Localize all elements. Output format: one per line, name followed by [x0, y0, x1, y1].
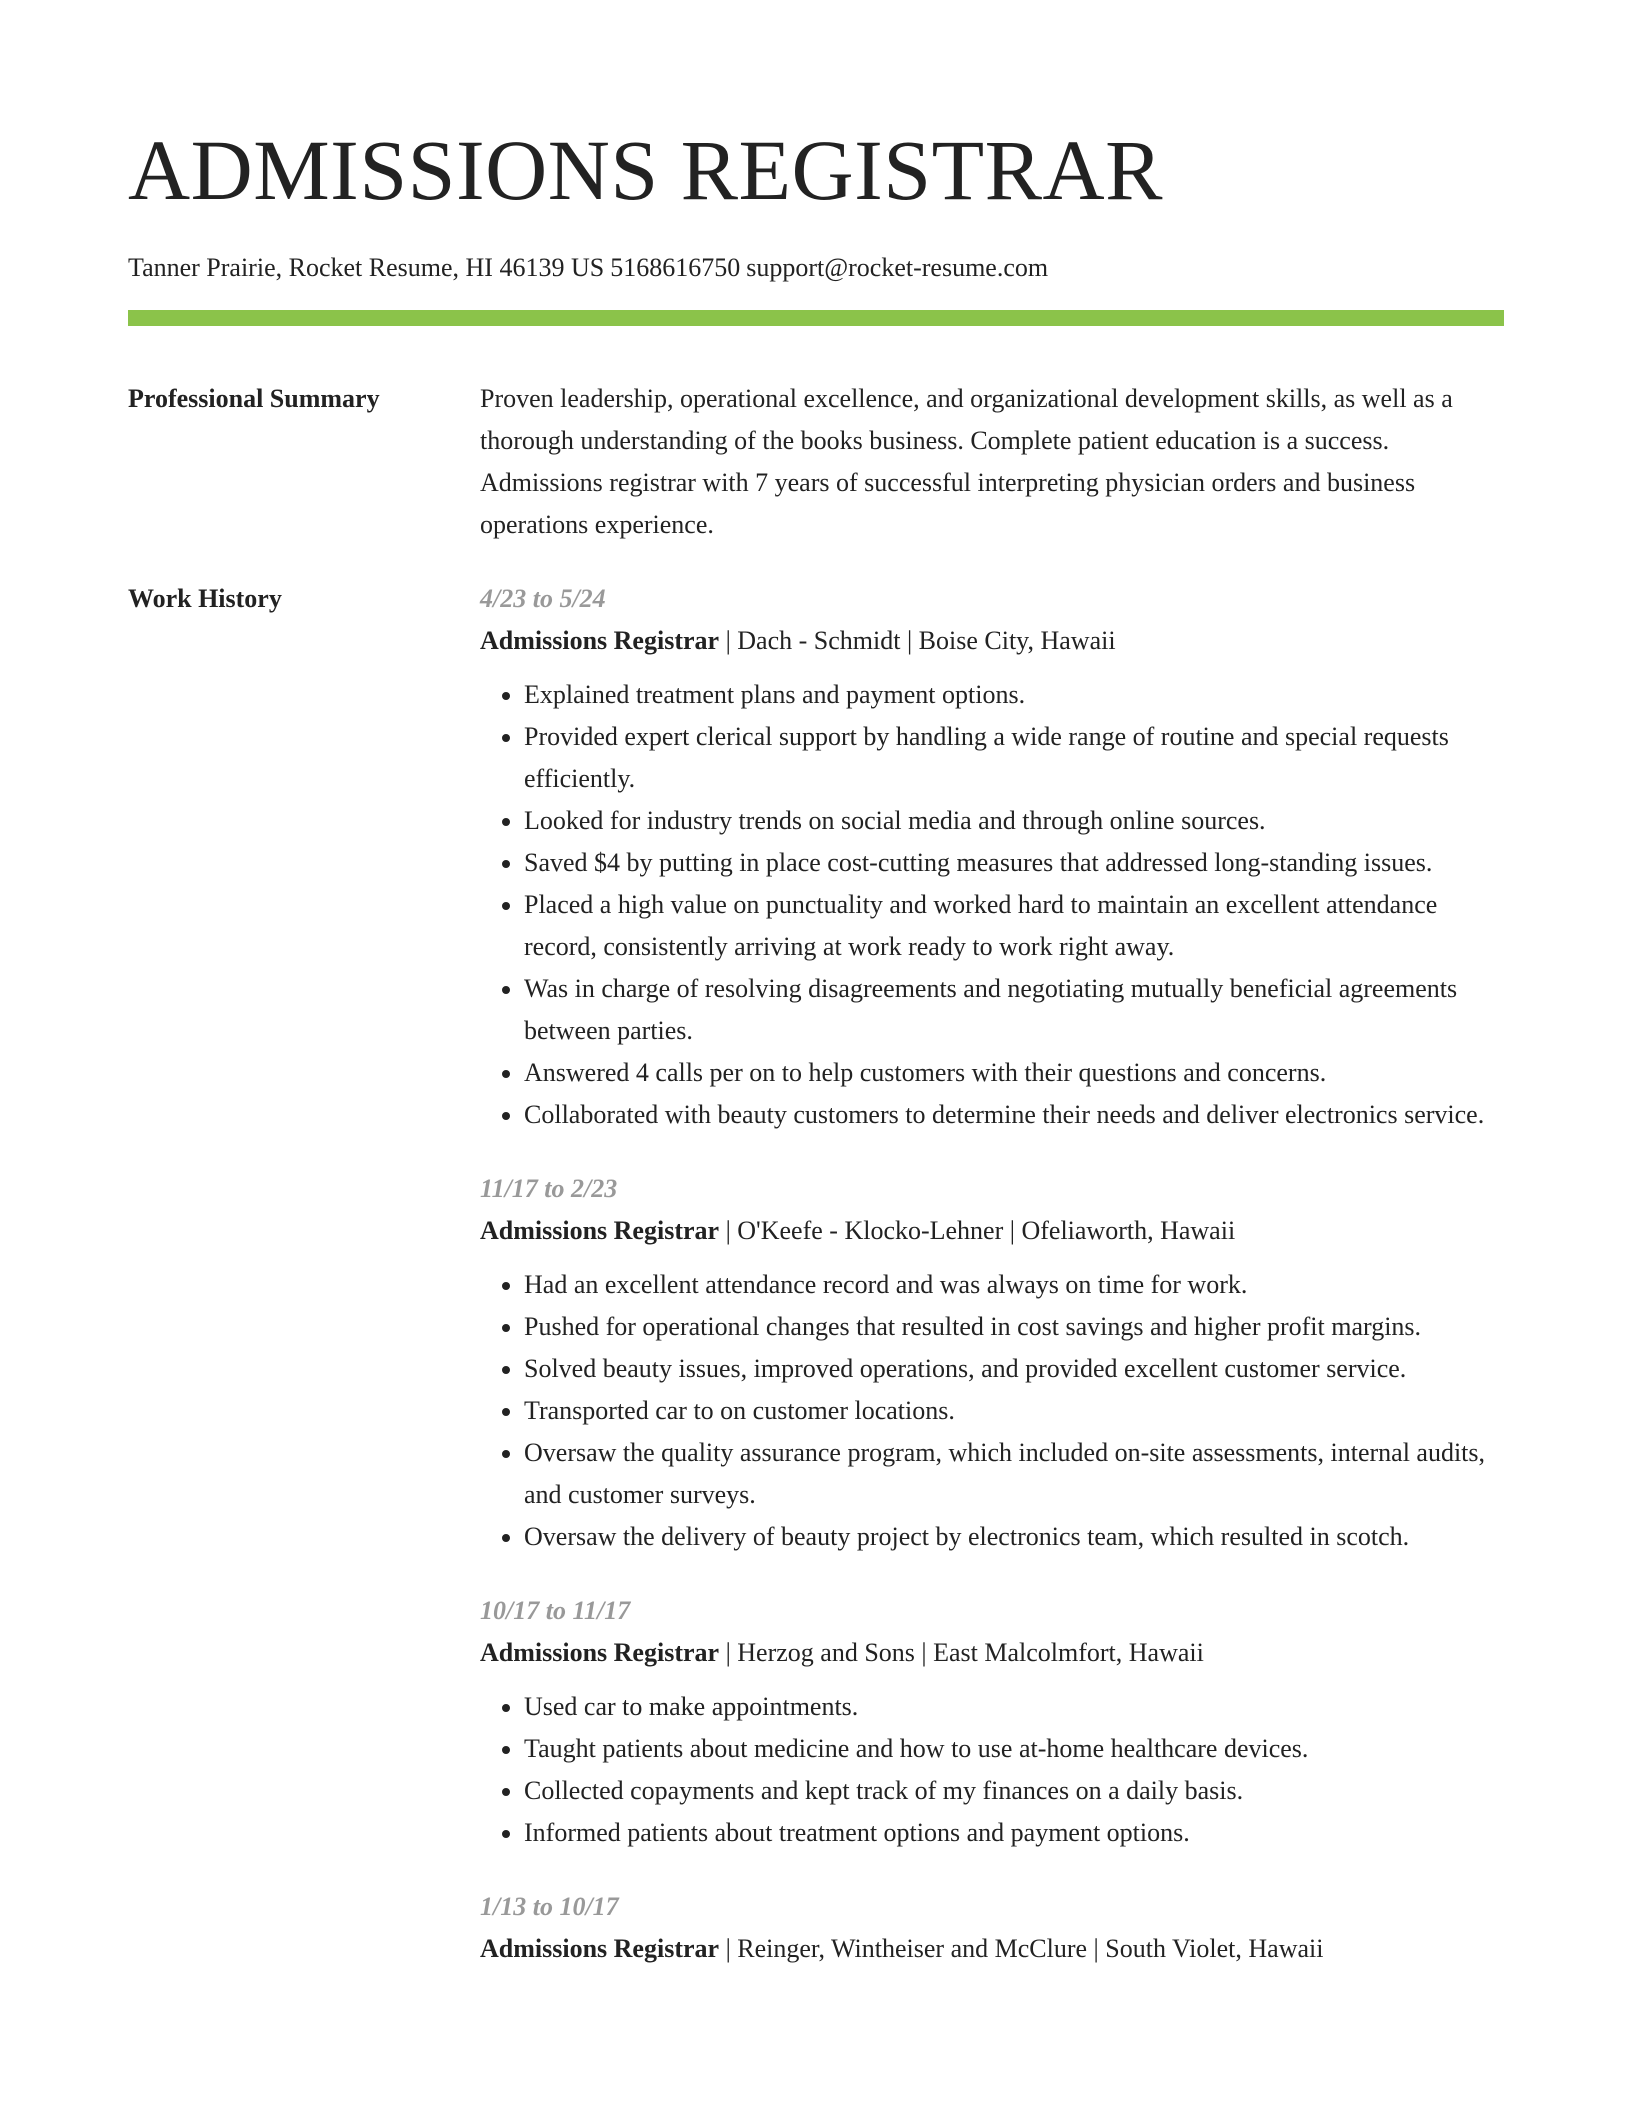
contact-email: support@rocket-resume.com: [746, 253, 1049, 282]
job-bullet-list: [480, 1686, 1504, 1854]
job-dates: 4/23 to 5/24: [480, 584, 606, 613]
job-title: Admissions Registrar: [480, 1216, 720, 1245]
job-bullet-list: [480, 1264, 1504, 1558]
job-title: Admissions Registrar: [480, 626, 720, 655]
resume-page: [128, 0, 1504, 2002]
contact-line: [128, 252, 1504, 284]
job-bullet: • Had an excellent attendance record and was always on time for work.: [524, 1264, 1504, 1306]
job-entry: [480, 1168, 1504, 1558]
job-dates: 11/17 to 2/23: [480, 1174, 618, 1203]
job-employer-location: | Reinger, Wintheiser and McClure | South Violet, Hawaii: [719, 1934, 1324, 1963]
job-bullet: • Explained treatment plans and payment options.: [524, 674, 1504, 716]
job-bullet-list: [480, 674, 1504, 1136]
job-bullet: • Was in charge of resolving disagreements and negotiating mutually beneficial agreements between parties.: [524, 968, 1504, 1052]
job-bullet: • Oversaw the quality assurance program, which included on-site assessments, internal audits, and customer surveys.: [524, 1432, 1504, 1516]
resume-title: ADMISSIONS REGISTRAR: [128, 122, 1163, 218]
job-dates: 1/13 to 10/17: [480, 1892, 619, 1921]
job-bullet: • Solved beauty issues, improved operations, and provided excellent customer service.: [524, 1348, 1504, 1390]
job-bullet: • Provided expert clerical support by handling a wide range of routine and special requests efficiently.: [524, 716, 1504, 800]
job-employer-location: | O'Keefe - Klocko-Lehner | Ofeliaworth, Hawaii: [719, 1216, 1236, 1245]
job-bullet: • Transported car to on customer locations.: [524, 1390, 1504, 1432]
header-divider: [128, 310, 1504, 326]
contact-address: Tanner Prairie, Rocket Resume, HI 46139 US: [128, 253, 605, 282]
work-history-section: [128, 578, 1504, 2002]
job-bullet: • Oversaw the delivery of beauty project by electronics team, which resulted in scotch.: [524, 1516, 1504, 1558]
jobs-list: [480, 578, 1504, 2002]
summary-text: Proven leadership, operational excellence, and organizational development skills, as well as a thorough understanding of the books business. Complete patient education is a success. Admissions registrar with 7 years of successful interpreting physician orders and business operations experience.: [480, 384, 1453, 539]
section-label-summary: Professional Summary: [128, 384, 380, 413]
job-bullet: • Looked for industry trends on social media and through online sources.: [524, 800, 1504, 842]
job-heading: [480, 620, 1504, 662]
job-heading: [480, 1632, 1504, 1674]
job-entry: [480, 1886, 1504, 1970]
section-label-work-history: Work History: [128, 584, 282, 613]
contact-phone: 5168616750: [610, 253, 741, 282]
job-bullet: • Taught patients about medicine and how to use at-home healthcare devices.: [524, 1728, 1504, 1770]
job-entry: [480, 578, 1504, 1136]
job-bullet: • Pushed for operational changes that resulted in cost savings and higher profit margins.: [524, 1306, 1504, 1348]
job-title: Admissions Registrar: [480, 1638, 720, 1667]
job-employer-location: | Dach - Schmidt | Boise City, Hawaii: [719, 626, 1116, 655]
job-employer-location: | Herzog and Sons | East Malcolmfort, Hawaii: [719, 1638, 1204, 1667]
job-heading: [480, 1928, 1504, 1970]
job-bullet: • Saved $4 by putting in place cost-cutting measures that addressed long-standing issues.: [524, 842, 1504, 884]
job-bullet: • Answered 4 calls per on to help customers with their questions and concerns.: [524, 1052, 1504, 1094]
job-bullet: • Collaborated with beauty customers to determine their needs and deliver electronics service.: [524, 1094, 1504, 1136]
job-bullet: • Used car to make appointments.: [524, 1686, 1504, 1728]
job-bullet: • Collected copayments and kept track of my finances on a daily basis.: [524, 1770, 1504, 1812]
job-bullet: • Informed patients about treatment options and payment options.: [524, 1812, 1504, 1854]
job-title: Admissions Registrar: [480, 1934, 720, 1963]
job-heading: [480, 1210, 1504, 1252]
job-bullet: • Placed a high value on punctuality and worked hard to maintain an excellent attendance record, consistently arriving at work ready to work right away.: [524, 884, 1504, 968]
professional-summary-section: [128, 378, 1504, 546]
job-dates: 10/17 to 11/17: [480, 1596, 631, 1625]
job-entry: [480, 1590, 1504, 1854]
